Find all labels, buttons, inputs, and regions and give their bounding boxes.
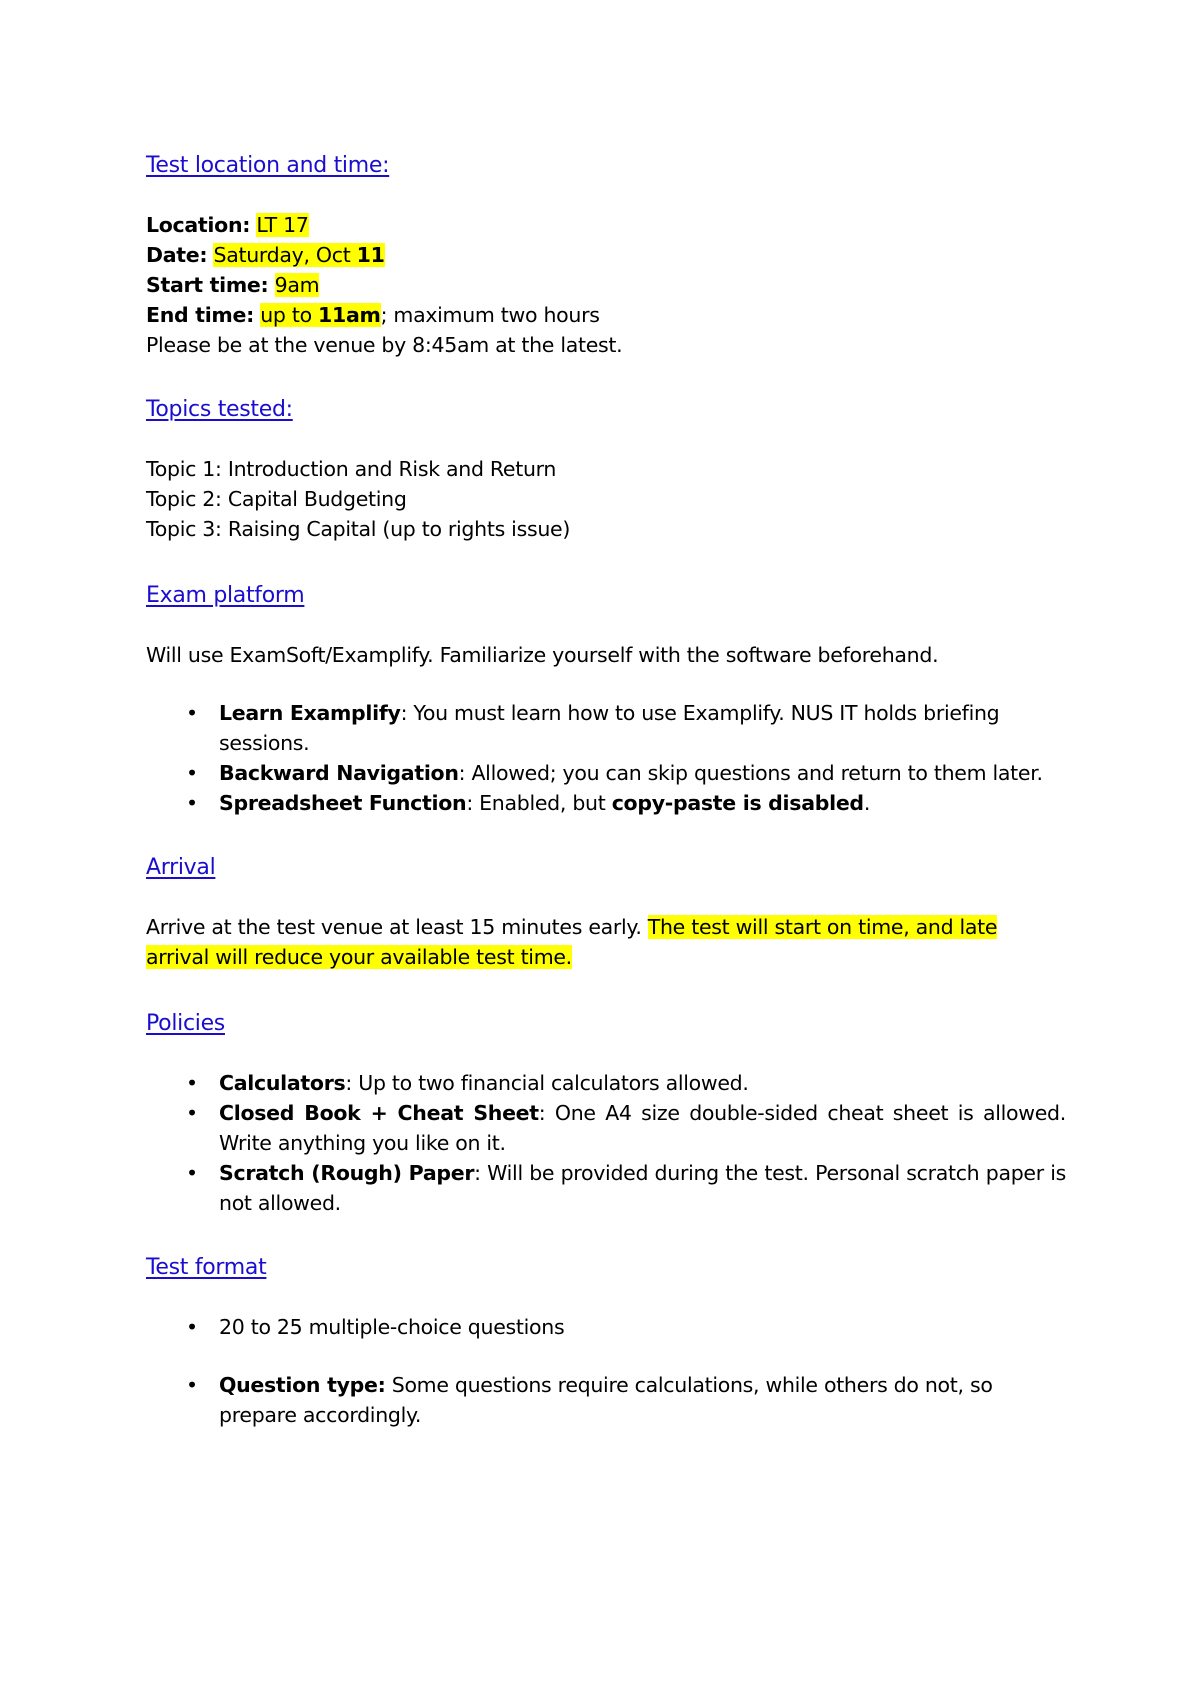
bullet-icon: •: [186, 1161, 198, 1185]
date-value-day: 11: [356, 243, 385, 267]
heading-test-location[interactable]: Test location and time:: [146, 153, 390, 178]
bullet-icon: •: [186, 1101, 198, 1125]
item-text: : Up to two financial calculators allowed.: [345, 1071, 749, 1095]
item-label: Question type:: [219, 1373, 386, 1397]
end-time-value-hour: 11am: [318, 303, 381, 327]
test-format-list-2: [146, 1370, 1066, 1430]
end-time-value-text: up to: [260, 303, 319, 327]
arrival-highlight: The test will start on time, and late arrival will reduce your available test time.: [146, 915, 998, 969]
exam-platform-list: [146, 698, 1066, 818]
topic-item: Topic 2: Capital Budgeting: [146, 487, 407, 511]
bullet-icon: •: [186, 1373, 198, 1397]
document-page: [146, 150, 1066, 1430]
start-time-line: [146, 270, 1066, 300]
heading-policies[interactable]: Policies: [146, 1011, 225, 1036]
exam-platform-intro: Will use ExamSoft/Examplify. Familiarize yourself with the software beforehand.: [146, 643, 939, 667]
test-format-list: [146, 1312, 1066, 1342]
bullet-icon: •: [186, 1071, 198, 1095]
item-label: Closed Book + Cheat Sheet: [219, 1101, 539, 1125]
heading-exam-platform[interactable]: Exam platform: [146, 583, 305, 608]
date-line: [146, 240, 1066, 270]
location-label: Location:: [146, 213, 251, 237]
list-item: [146, 1370, 1066, 1430]
item-label: Learn Examplify: [219, 701, 401, 725]
bullet-icon: •: [186, 791, 198, 815]
end-time-line: [146, 300, 1066, 330]
heading-topics-tested[interactable]: Topics tested:: [146, 397, 293, 422]
item-label: Calculators: [219, 1071, 346, 1095]
end-time-rest: ; maximum two hours: [380, 303, 600, 327]
item-text: : You must learn how to use Examplify. NUS IT holds briefing sessions.: [219, 701, 1000, 755]
list-item: [146, 1098, 1066, 1158]
date-label: Date:: [146, 243, 208, 267]
arrival-text: [146, 912, 1066, 972]
item-label: Backward Navigation: [219, 761, 459, 785]
bullet-icon: •: [186, 701, 198, 725]
heading-arrival[interactable]: Arrival: [146, 855, 216, 880]
policies-list: [146, 1068, 1066, 1218]
start-time-value: 9am: [274, 273, 320, 297]
list-item: [146, 1312, 1066, 1342]
end-time-label: End time:: [146, 303, 254, 327]
list-item: [146, 758, 1066, 788]
list-item: [146, 1158, 1066, 1218]
list-item: [146, 1068, 1066, 1098]
location-value: LT 17: [256, 213, 309, 237]
item-label: Scratch (Rough) Paper: [219, 1161, 475, 1185]
bullet-icon: •: [186, 761, 198, 785]
item-text: : Enabled, but: [466, 791, 612, 815]
item-text: 20 to 25 multiple-choice questions: [219, 1315, 565, 1339]
item-emphasis: copy-paste is disabled: [611, 791, 864, 815]
item-text: : Allowed; you can skip questions and return to them later.: [458, 761, 1043, 785]
item-text-end: .: [863, 791, 871, 815]
bullet-icon: •: [186, 1315, 198, 1339]
heading-test-format[interactable]: Test format: [146, 1255, 267, 1280]
item-text: : Will be provided during the test. Personal scratch paper is not allowed.: [219, 1161, 1066, 1215]
item-text: : One A4 size double-sided cheat sheet is allowed. Write anything you like on it.: [219, 1101, 1066, 1155]
arrival-plain: Arrive at the test venue at least 15 minutes early.: [146, 915, 648, 939]
start-time-label: Start time:: [146, 273, 269, 297]
date-value: [213, 243, 384, 267]
item-label: Spreadsheet Function: [219, 791, 467, 815]
list-item: [146, 788, 1066, 818]
date-value-text: Saturday, Oct: [213, 243, 357, 267]
venue-note: Please be at the venue by 8:45am at the latest.: [146, 333, 623, 357]
topic-item: Topic 3: Raising Capital (up to rights issue): [146, 517, 571, 541]
item-text: Some questions require calculations, while others do not, so prepare accordingly.: [219, 1373, 993, 1427]
location-line: [146, 210, 1066, 240]
end-time-value: [260, 303, 380, 327]
list-item: [146, 698, 1066, 758]
topic-item: Topic 1: Introduction and Risk and Return: [146, 457, 557, 481]
